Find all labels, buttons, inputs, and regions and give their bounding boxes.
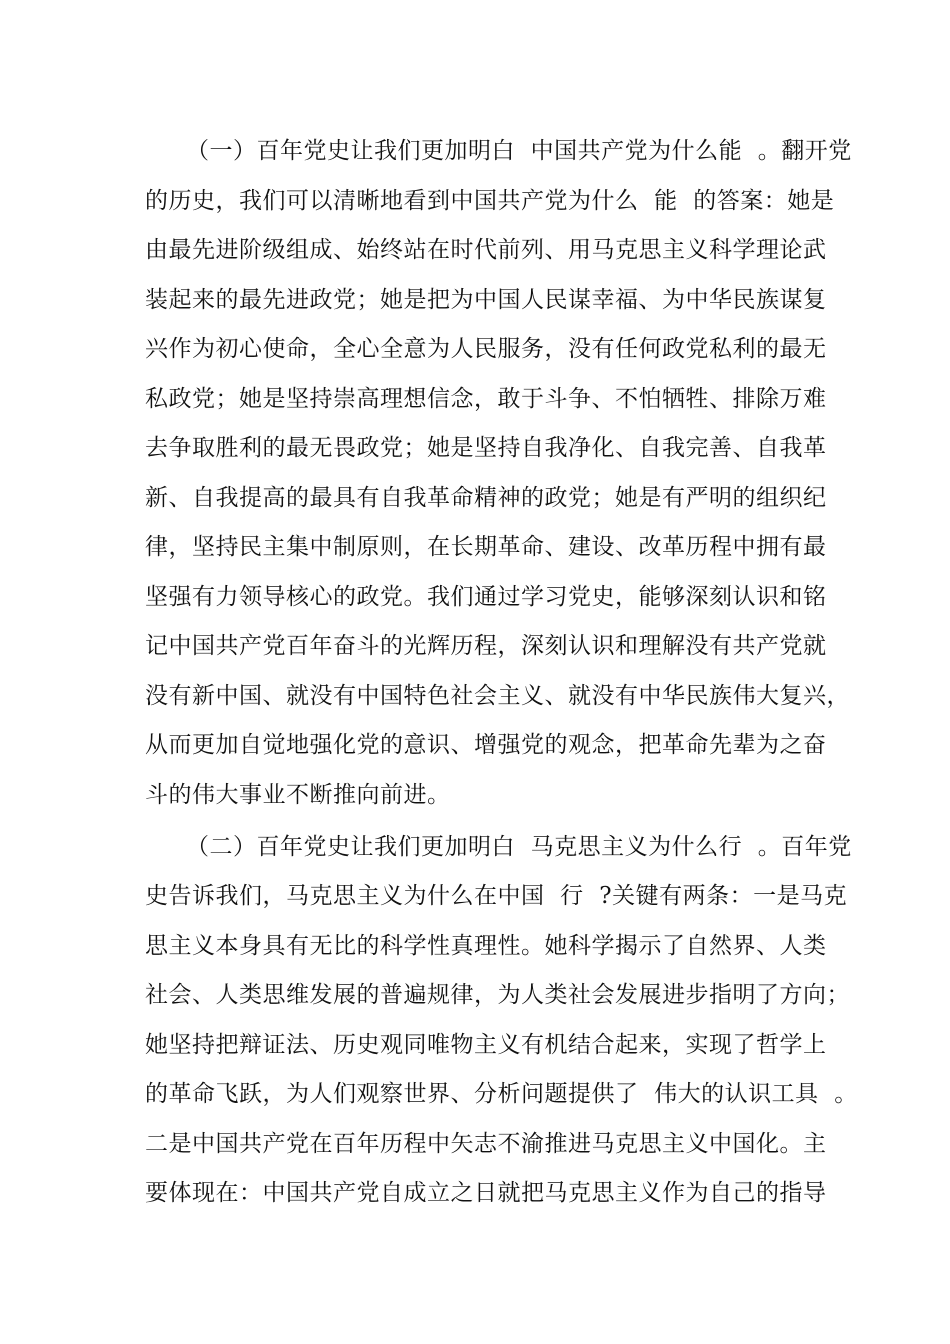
paragraph-1-line-5: 兴作为初心使命，全心全意为人民服务，没有任何政党私利的最无: [145, 336, 827, 362]
paragraph-2-line-4: 社会、人类思维发展的普遍规律，为人类社会发展进步指明了方向；: [145, 982, 850, 1008]
paragraph-1-line-9: 律，坚持民主集中制原则，在长期革命、建设、改革历程中拥有最: [145, 534, 827, 560]
paragraph-1-line-6: 私政党；她是坚持崇高理想信念，敢于斗争、不怕牺牲、排除万难: [145, 386, 827, 412]
paragraph-1-line-7: 去争取胜利的最无畏政党；她是坚持自我净化、自我完善、自我革: [145, 435, 827, 461]
paragraph-1-line-11: 记中国共产党百年奋斗的光辉历程，深刻认识和理解没有共产党就: [145, 633, 827, 659]
paragraph-2-line-2: 史告诉我们，马克思主义为什么在中国 行 ?关键有两条：一是马克: [145, 883, 848, 909]
paragraph-1-line-10: 坚强有力领导核心的政党。我们通过学习党史，能够深刻认识和铭: [145, 584, 827, 610]
paragraph-2-line-6: 的革命飞跃，为人们观察世界、分析问题提供了 伟大的认识工具 。: [145, 1081, 858, 1107]
paragraph-1-line-12: 没有新中国、就没有中国特色社会主义、就没有中华民族伟大复兴，: [145, 683, 850, 709]
paragraph-1-line-8: 新、自我提高的最具有自我革命精神的政党；她是有严明的组织纪: [145, 485, 827, 511]
paragraph-1-line-13: 从而更加自觉地强化党的意识、增强党的观念，把革命先辈为之奋: [145, 732, 827, 758]
paragraph-1-line-2: 的历史，我们可以清晰地看到中国共产党为什么 能 的答案：她是: [145, 188, 835, 214]
paragraph-2-line-1: （二）百年党史让我们更加明白 马克思主义为什么行 。百年党: [186, 834, 852, 860]
paragraph-2-line-7: 二是中国共产党在百年历程中矢志不渝推进马克思主义中国化。主: [145, 1131, 827, 1157]
paragraph-1-line-4: 装起来的最先进政党；她是把为中国人民谋幸福、为中华民族谋复: [145, 287, 827, 313]
paragraph-1-line-1: （一）百年党史让我们更加明白 中国共产党为什么能 。翻开党: [186, 138, 852, 164]
paragraph-1-line-3: 由最先进阶级组成、始终站在时代前列、用马克思主义科学理论武: [145, 237, 827, 263]
paragraph-2-line-5: 她坚持把辩证法、历史观同唯物主义有机结合起来，实现了哲学上: [145, 1032, 827, 1058]
paragraph-1-line-14: 斗的伟大事业不断推向前进。: [145, 782, 451, 808]
paragraph-2-line-8: 要体现在：中国共产党自成立之日就把马克思主义作为自己的指导: [145, 1180, 827, 1206]
paragraph-2-line-3: 思主义本身具有无比的科学性真理性。她科学揭示了自然界、人类: [145, 933, 827, 959]
